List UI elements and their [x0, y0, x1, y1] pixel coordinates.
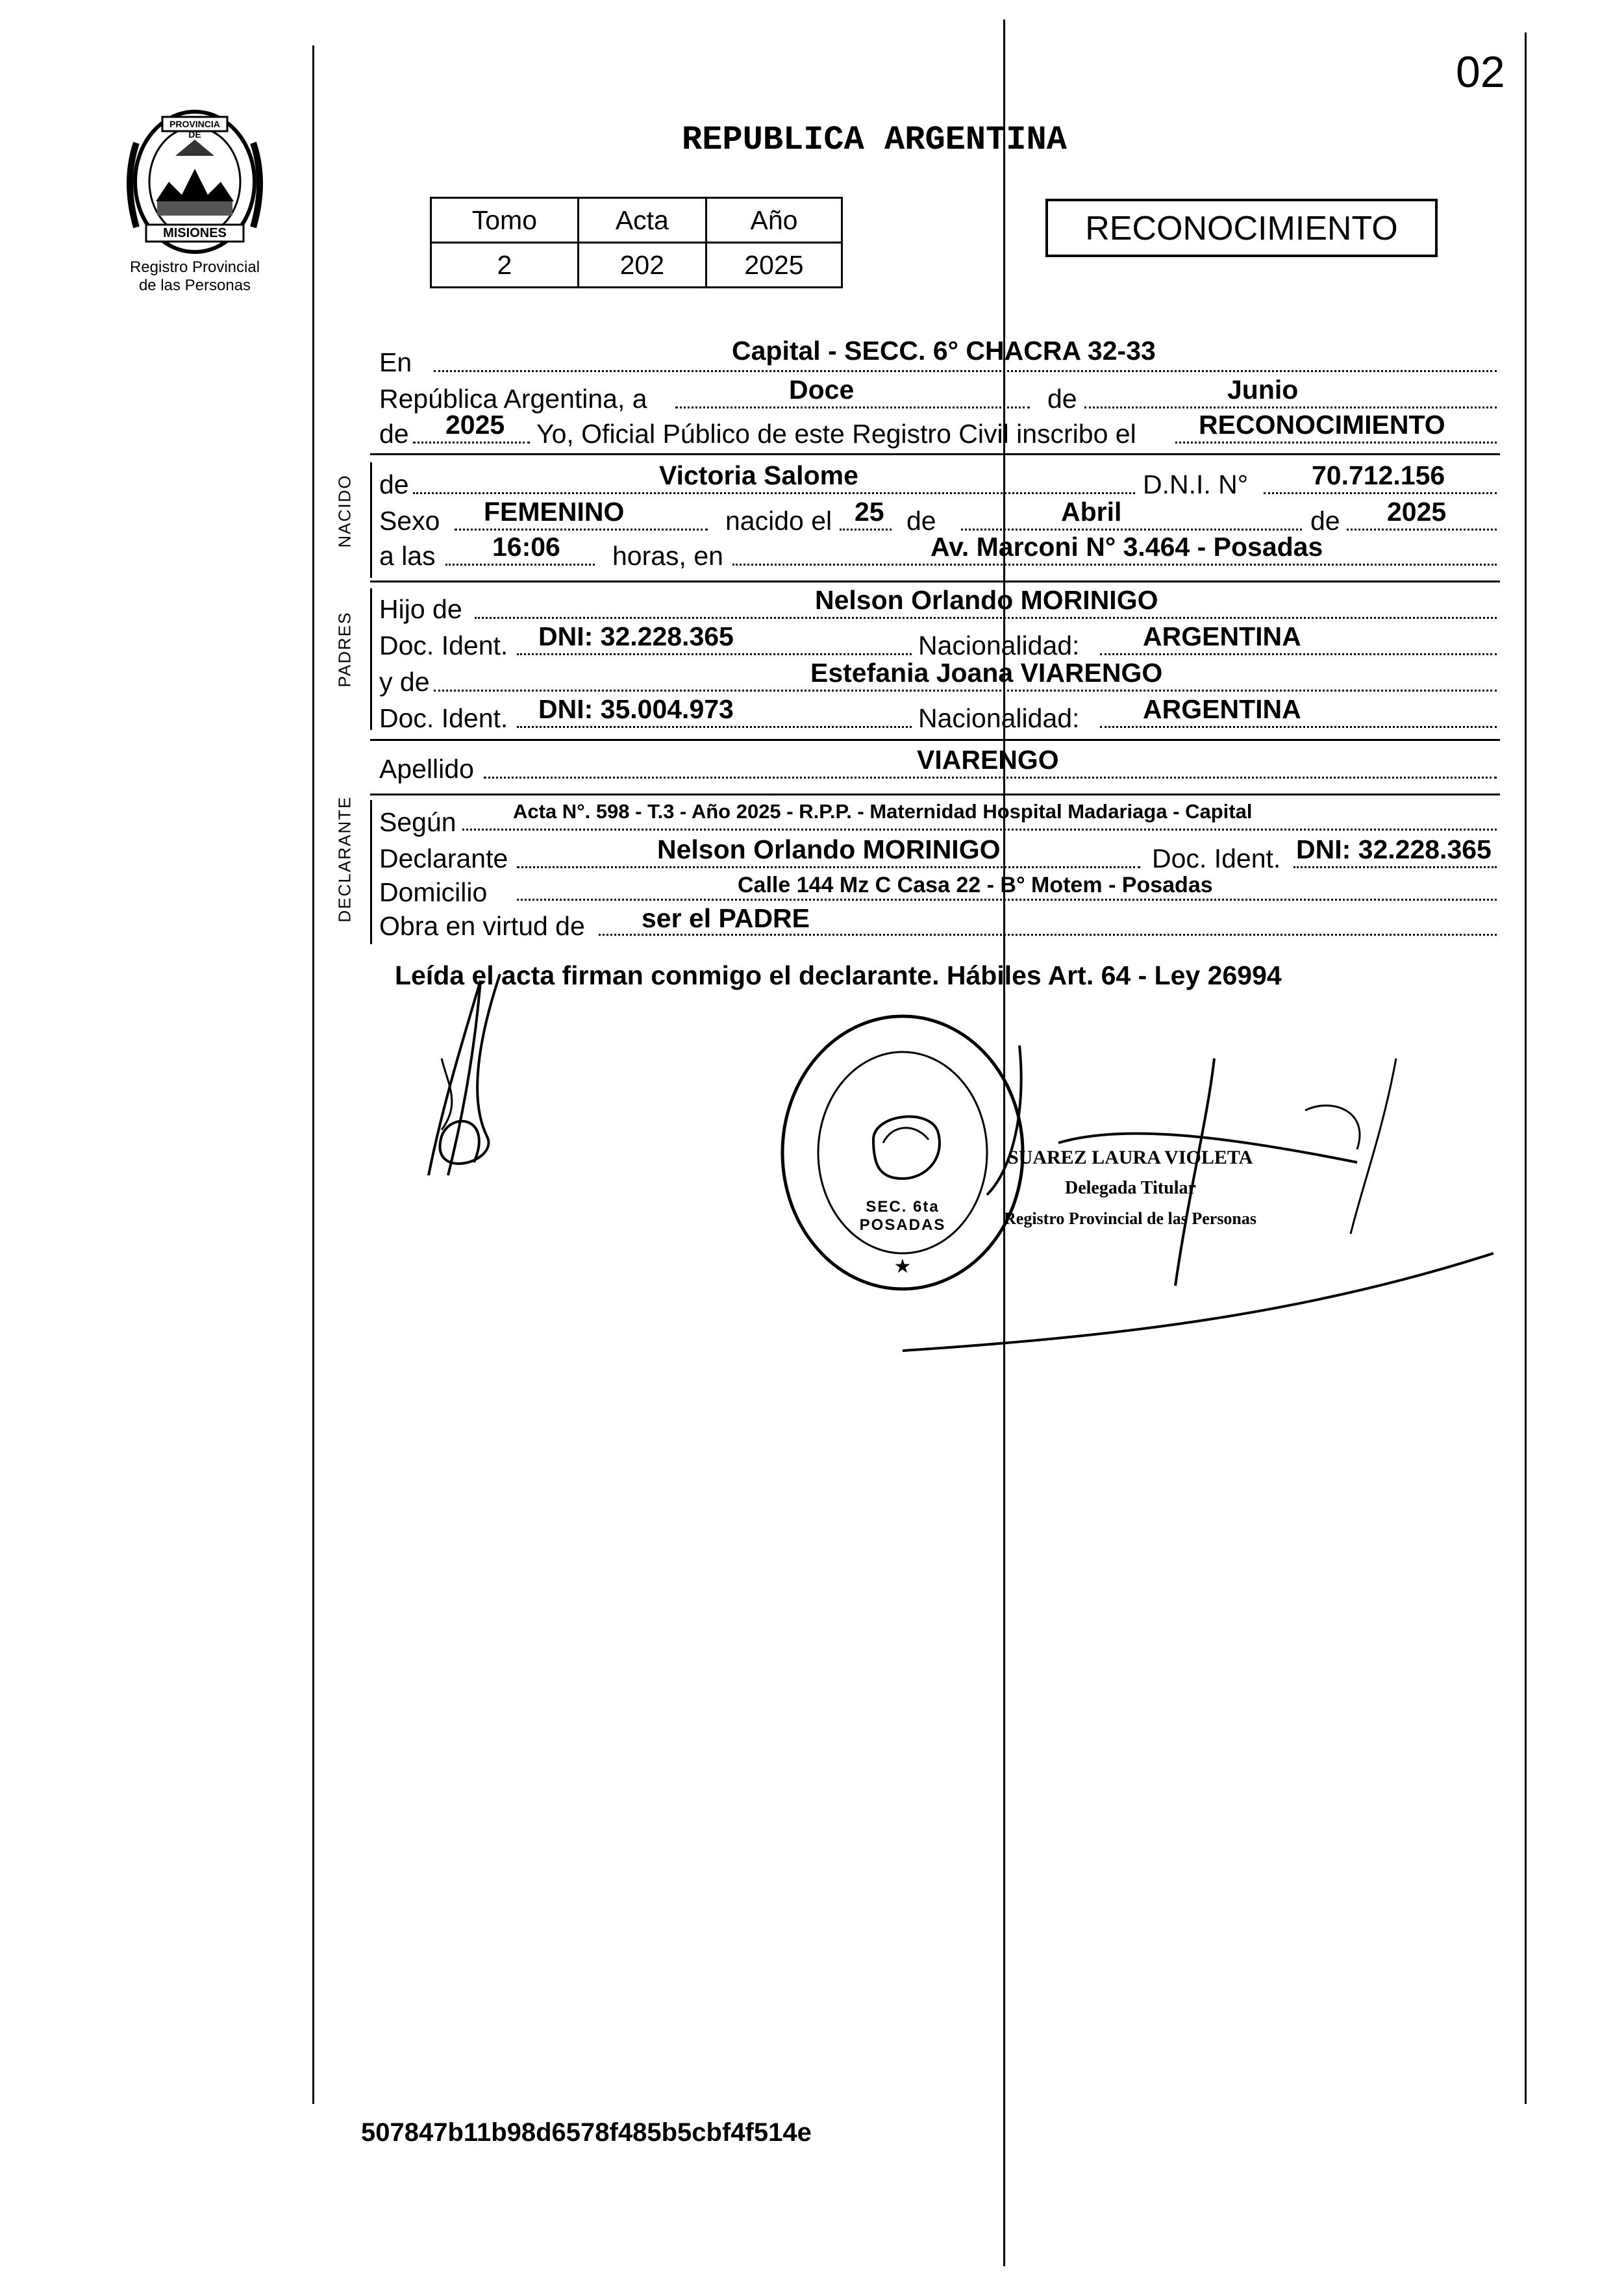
registry-caption [97, 258, 292, 295]
left-margin-line [312, 45, 314, 2104]
ref-value-acta: 202 [578, 243, 706, 288]
separator-3 [370, 739, 1500, 741]
inscribo-value: RECONOCIMIENTO [1199, 410, 1445, 440]
reference-table [430, 197, 843, 288]
father-dots [475, 617, 1497, 619]
birth-month-dots [961, 529, 1302, 531]
svg-text:★: ★ [893, 1255, 912, 1278]
province-emblem [117, 104, 273, 260]
obra-label: Obra en virtud de [379, 911, 585, 941]
separator-2 [370, 581, 1500, 582]
declarante-side-label: DECLARANTE [334, 795, 355, 923]
father-nat-dots [1100, 653, 1497, 655]
hour-dots [445, 564, 595, 566]
father-doc-label: Doc. Ident. [379, 631, 508, 660]
official-title: Delegada Titular [1065, 1178, 1196, 1198]
de-label: de [1047, 384, 1077, 414]
hijo-de-label: Hijo de [379, 594, 462, 624]
mother-nat-dots [1100, 726, 1497, 728]
registry-caption-line1: Registro Provincial [129, 258, 260, 276]
father-nat-label: Nacionalidad: [918, 631, 1080, 660]
sexo-dots [455, 529, 708, 531]
declarante-doc-value: DNI: 32.228.365 [1296, 834, 1492, 864]
year-dots [413, 442, 530, 444]
ref-header-acta: Acta [578, 198, 706, 243]
mother-doc-value: DNI: 35.004.973 [538, 694, 734, 724]
domicilio-dots [517, 899, 1497, 901]
a-las-label: a las [379, 541, 436, 571]
closing-text: Leída el acta firman conmigo el declarante. Hábiles Art. 64 - Ley 26994 [395, 960, 1282, 990]
apellido-label: Apellido [379, 754, 474, 784]
official-office: Registro Provincial de las Personas [1004, 1209, 1257, 1228]
ref-value-ano: 2025 [706, 243, 842, 288]
official-signature [903, 1039, 1526, 1364]
birth-year-dots [1347, 529, 1497, 531]
father-doc-dots [517, 653, 912, 655]
father-name-value: Nelson Orlando MORINIGO [815, 585, 1158, 615]
segun-dots [462, 829, 1497, 831]
inscribo-dots [1175, 442, 1497, 444]
declarante-label: Declarante [379, 844, 508, 873]
obra-value: ser el PADRE [642, 903, 810, 933]
horas-en-label: horas, en [612, 541, 723, 571]
mother-nat-value: ARGENTINA [1143, 694, 1301, 724]
republica-label: República Argentina, a [379, 384, 647, 414]
birth-de-year-label: de [1310, 506, 1340, 536]
mother-dots [434, 690, 1497, 692]
y-de-label: y de [379, 667, 430, 697]
segun-value: Acta N°. 598 - T.3 - Año 2025 - R.P.P. - Maternidad Hospital Madariaga - Capital [513, 800, 1253, 823]
padres-side-label: PADRES [334, 611, 355, 688]
declarante-value: Nelson Orlando MORINIGO [657, 834, 1001, 864]
mother-nat-label: Nacionalidad: [918, 703, 1080, 733]
page-number: 02 [1456, 47, 1505, 97]
padres-bracket [370, 588, 372, 730]
birth-de-label: de [906, 506, 936, 536]
day-dots [675, 406, 1030, 408]
hash-code: 507847b11b98d6578f485b5cbf4f514e [361, 2118, 812, 2147]
birth-year-value: 2025 [1387, 497, 1447, 527]
en-value: Capital - SECC. 6° CHACRA 32-33 [732, 336, 1156, 366]
sexo-label: Sexo [379, 506, 440, 536]
name-dots [413, 492, 1135, 494]
mother-doc-label: Doc. Ident. [379, 703, 508, 733]
dni-label: D.N.I. N° [1143, 469, 1249, 499]
declarante-bracket [370, 800, 372, 944]
apellido-value: VIARENGO [917, 745, 1059, 775]
nacido-el-label: nacido el [725, 506, 832, 536]
birth-day-value: 25 [855, 497, 884, 527]
country-title: REPUBLICA ARGENTINA [682, 121, 1067, 159]
separator-1 [370, 453, 1500, 455]
month-value: Junio [1227, 375, 1299, 405]
official-name: SUAREZ LAURA VIOLETA [1008, 1147, 1253, 1168]
domicilio-label: Domicilio [379, 877, 488, 907]
nacido-side-label: NACIDO [334, 474, 355, 548]
day-value: Doce [789, 375, 855, 405]
ref-header-ano: Año [706, 198, 842, 243]
declarant-signature [403, 968, 571, 1201]
domicilio-value: Calle 144 Mz C Casa 22 - B° Motem - Posadas [738, 873, 1213, 897]
en-dots [434, 370, 1497, 372]
obra-dots [599, 934, 1497, 936]
nacido-de-label: de [379, 469, 409, 499]
declarante-doc-dots [1293, 866, 1497, 868]
en-label: En [379, 347, 412, 377]
sexo-value: FEMENINO [484, 497, 625, 527]
registry-caption-line2: de las Personas [138, 277, 251, 294]
mother-name-value: Estefania Joana VIARENGO [810, 658, 1163, 688]
father-nat-value: ARGENTINA [1143, 621, 1301, 651]
declarante-dots [517, 866, 1140, 868]
mother-doc-dots [517, 726, 912, 728]
dni-dots [1264, 492, 1497, 494]
child-dni-value: 70.712.156 [1312, 460, 1445, 490]
child-name-value: Victoria Salome [659, 460, 858, 490]
de-year-label: de [379, 419, 409, 449]
year-value: 2025 [445, 410, 505, 440]
emblem-bottom-text: MISIONES [163, 226, 227, 240]
inscribo-text: Yo, Oficial Público de este Registro Civil inscribo el [536, 419, 1136, 449]
ref-header-tomo: Tomo [431, 198, 579, 243]
hour-value: 16:06 [492, 532, 560, 562]
ref-value-tomo: 2 [431, 243, 579, 288]
place-value: Av. Marconi N° 3.464 - Posadas [931, 532, 1323, 562]
separator-4 [370, 794, 1500, 795]
apellido-dots [484, 777, 1497, 779]
month-dots [1084, 406, 1497, 408]
emblem-top-text: PROVINCIA DE [169, 119, 220, 140]
birth-day-dots [840, 529, 892, 531]
declarante-doc-label: Doc. Ident. [1152, 844, 1281, 873]
place-dots [732, 564, 1497, 566]
stamp-inner-text: SEC. 6ta POSADAS [859, 1198, 946, 1234]
birth-month-value: Abril [1061, 497, 1122, 527]
nacido-bracket [370, 462, 372, 578]
segun-label: Según [379, 807, 456, 837]
act-type-label: RECONOCIMIENTO [1085, 210, 1398, 247]
father-doc-value: DNI: 32.228.365 [538, 621, 734, 651]
